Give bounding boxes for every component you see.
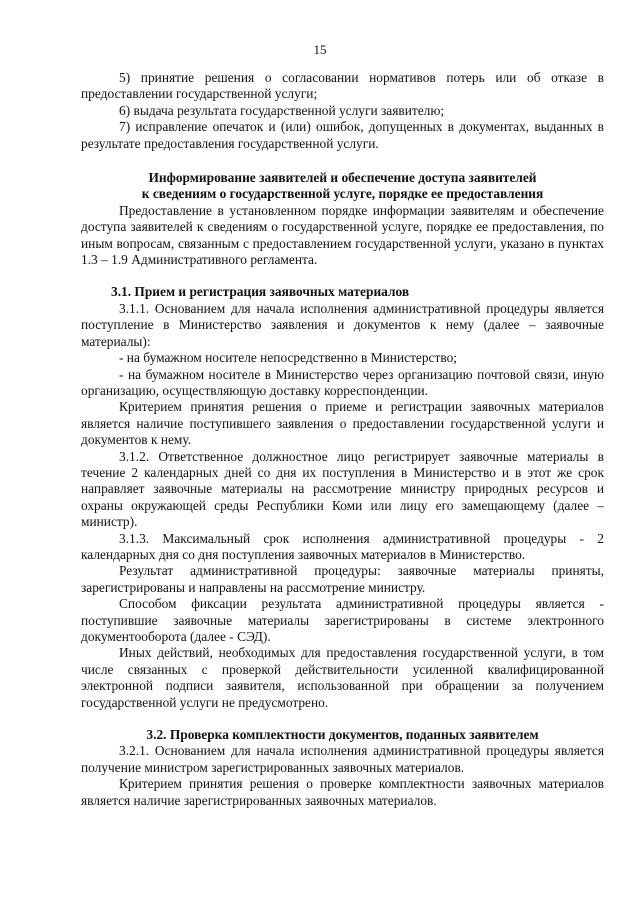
paragraph: 3.2.1. Основанием для начала исполнения административной процедуры является получение министром зарегистрированных заявочных материалов. <box>81 743 604 775</box>
spacer <box>81 711 604 727</box>
section-heading-info: Информирование заявителей и обеспечение доступа заявителей <box>148 170 537 186</box>
paragraph: - на бумажном носителе в Министерство через организацию почтовой связи, иную организацию, осуществляющую доставку корреспонденции. <box>81 366 604 398</box>
paragraph: Способом фиксации результата административной процедуры является - поступившие заявочные материалы зарегистрированы в системе электронного документооборота (далее - СЭД). <box>81 596 604 644</box>
paragraph: Иных действий, необходимых для предоставления государственной услуги, в том числе связанных с проверкой действительности усиленной квалифицированной электронной подписи заявителя, использованной при обращении за получением государственной услуги не предусмотрено. <box>81 645 604 710</box>
info-paragraph: Предоставление в установленном порядке информации заявителям и обеспечение доступа заявителей к сведениям о государственной услуге, порядке ее предоставления, по иным вопросам, связанным с предоставлением государственной услуги, указано в пунктах 1.3 – 1.9 Административного регламента. <box>81 202 604 268</box>
page-number: 15 <box>313 42 327 57</box>
paragraph: 3.1.3. Максимальный срок исполнения административной процедуры - 2 календарных дня со дня поступления заявочных материалов в Министерство. <box>81 530 604 562</box>
paragraph: Критерием принятия решения о проверке комплектности заявочных материалов является наличие зарегистрированных заявочных материалов. <box>81 776 604 808</box>
list-item: 7) исправление опечаток и (или) ошибок, допущенных в документах, выданных в результате предоставления государственной услуги. <box>81 119 604 151</box>
page-content <box>81 70 604 809</box>
spacer <box>81 152 604 170</box>
list-item: 5) принятие решения о согласовании нормативов потерь или об отказе в предоставлении государственной услуги; <box>81 70 604 102</box>
list-item: 6) выдача результата государственной услуги заявителю; <box>119 102 445 118</box>
paragraph: 3.1.2. Ответственное должностное лицо регистрирует заявочные материалы в течение 2 календарных дней со дня их поступления в Министерство и в этот же срок направляет заявочные материалы на рассмотрение министру природных ресурсов и охраны окружающей среды Республики Коми или лицу его замещающему (далее – министр). <box>81 448 604 530</box>
paragraph: - на бумажном носителе непосредственно в Министерство; <box>119 350 457 366</box>
paragraph: Результат административной процедуры: заявочные материалы приняты, зарегистрированы и направлены на рассмотрение министру. <box>81 563 604 595</box>
section-heading-3-2: 3.2. Проверка комплектности документов, поданных заявителем <box>146 727 539 743</box>
paragraph: 3.1.1. Основанием для начала исполнения административной процедуры является поступление в Министерство заявления и документов к нему (далее – заявочные материалы): <box>81 300 604 349</box>
spacer <box>81 268 604 284</box>
section-heading-info-line2: к сведениям о государственной услуге, порядке ее предоставления <box>141 186 544 202</box>
paragraph: Критерием принятия решения о приеме и регистрации заявочных материалов является наличие поступившего заявления о предоставлении государственной услуги и документов к нему. <box>81 399 604 448</box>
section-heading-3-1: 3.1. Прием и регистрация заявочных материалов <box>111 284 410 300</box>
